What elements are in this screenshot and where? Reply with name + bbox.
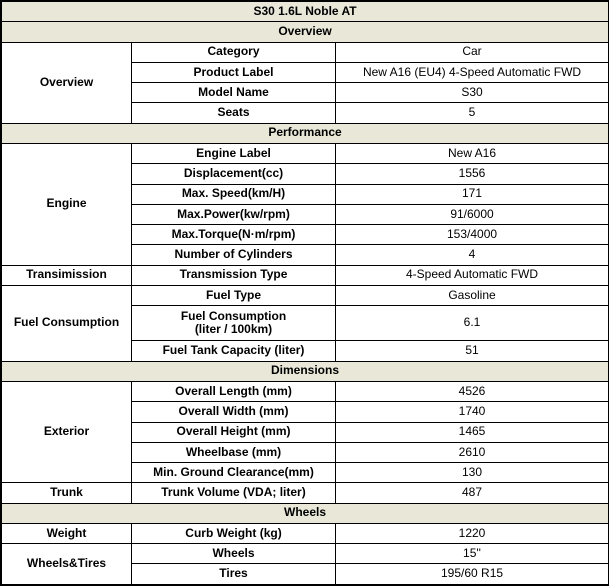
group-label-trunk: Trunk xyxy=(2,483,132,503)
sheet-title-row xyxy=(2,2,609,22)
field-value: Gasoline xyxy=(336,285,609,305)
group-label-wheels-tires: Wheels&Tires xyxy=(2,544,132,585)
field-value: 4-Speed Automatic FWD xyxy=(336,265,609,285)
field-value: 5 xyxy=(336,103,609,123)
field-label xyxy=(132,306,336,341)
field-label: Overall Length (mm) xyxy=(132,381,336,401)
field-label: Wheels xyxy=(132,544,336,564)
field-value: 130 xyxy=(336,463,609,483)
group-label-weight: Weight xyxy=(2,523,132,543)
field-label: Category xyxy=(132,42,336,62)
field-value: New A16 (EU4) 4-Speed Automatic FWD xyxy=(336,62,609,82)
field-label: Number of Cylinders xyxy=(132,245,336,265)
table-row xyxy=(2,523,609,543)
field-value: 487 xyxy=(336,483,609,503)
field-label: Seats xyxy=(132,103,336,123)
table-row xyxy=(2,544,609,564)
field-label: Wheelbase (mm) xyxy=(132,442,336,462)
field-label: Overall Width (mm) xyxy=(132,402,336,422)
section-title: Dimensions xyxy=(2,361,609,381)
field-label: Transmission Type xyxy=(132,265,336,285)
field-label: Max.Power(kw/rpm) xyxy=(132,204,336,224)
field-label: Product Label xyxy=(132,62,336,82)
group-label-exterior: Exterior xyxy=(2,381,132,482)
field-label: Fuel Type xyxy=(132,285,336,305)
field-value: 171 xyxy=(336,184,609,204)
section-header-dimensions xyxy=(2,361,609,381)
field-value: 1220 xyxy=(336,523,609,543)
field-value: 4 xyxy=(336,245,609,265)
field-value: 51 xyxy=(336,341,609,361)
field-label: Max. Speed(km/H) xyxy=(132,184,336,204)
group-label-engine: Engine xyxy=(2,143,132,265)
table-row xyxy=(2,265,609,285)
field-value: S30 xyxy=(336,83,609,103)
field-value: 195/60 R15 xyxy=(336,564,609,585)
field-value: New A16 xyxy=(336,143,609,163)
field-value: Car xyxy=(336,42,609,62)
field-label: Fuel Tank Capacity (liter) xyxy=(132,341,336,361)
field-value: 2610 xyxy=(336,442,609,462)
field-label: Displacement(cc) xyxy=(132,164,336,184)
field-label: Curb Weight (kg) xyxy=(132,523,336,543)
section-title: Overview xyxy=(2,22,609,42)
group-label-overview: Overview xyxy=(2,42,132,123)
field-value: 1740 xyxy=(336,402,609,422)
section-title: Wheels xyxy=(2,503,609,523)
table-row xyxy=(2,143,609,163)
table-row xyxy=(2,285,609,305)
field-value: 1556 xyxy=(336,164,609,184)
table-row xyxy=(2,381,609,401)
field-label: Min. Ground Clearance(mm) xyxy=(132,463,336,483)
field-label: Overall Height (mm) xyxy=(132,422,336,442)
section-header-performance xyxy=(2,123,609,143)
field-label: Model Name xyxy=(132,83,336,103)
field-value: 153/4000 xyxy=(336,225,609,245)
field-label-line2: (liter / 100km) xyxy=(194,322,273,337)
field-value: 15'' xyxy=(336,544,609,564)
field-label: Tires xyxy=(132,564,336,585)
section-header-overview xyxy=(2,22,609,42)
group-label-fuel-consumption: Fuel Consumption xyxy=(2,285,132,361)
field-label: Max.Torque(N·m/rpm) xyxy=(132,225,336,245)
group-label-transmission: Transimission xyxy=(2,265,132,285)
field-value: 91/6000 xyxy=(336,204,609,224)
section-title: Performance xyxy=(2,123,609,143)
table-row xyxy=(2,483,609,503)
field-value: 6.1 xyxy=(336,306,609,341)
page-title: S30 1.6L Noble AT xyxy=(2,2,609,22)
field-label: Engine Label xyxy=(132,143,336,163)
spec-table xyxy=(1,1,609,585)
section-header-wheels xyxy=(2,503,609,523)
field-label: Trunk Volume (VDA; liter) xyxy=(132,483,336,503)
table-row xyxy=(2,42,609,62)
field-value: 4526 xyxy=(336,381,609,401)
field-label-line1: Fuel Consumption xyxy=(180,308,287,323)
field-value: 1465 xyxy=(336,422,609,442)
